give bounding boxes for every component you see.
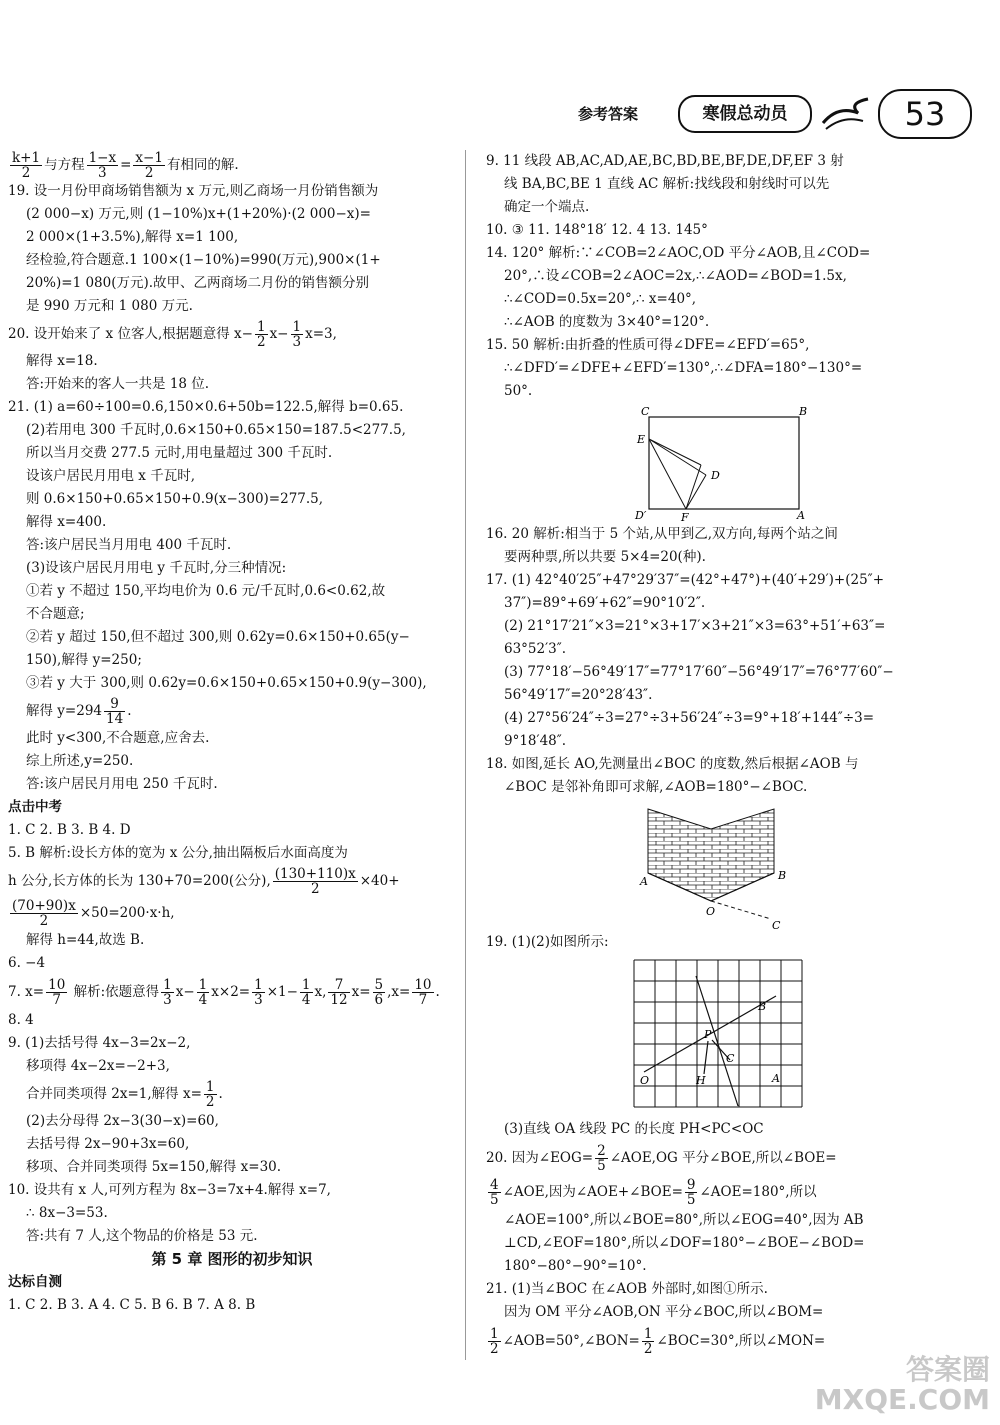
point-label: F	[681, 511, 689, 521]
point-label: A	[640, 875, 648, 888]
point-label: A	[772, 1072, 780, 1085]
section-heading: 达标自测	[8, 1274, 62, 1290]
swirl-logo-icon	[818, 95, 878, 135]
point-label: H	[696, 1074, 706, 1087]
answer-7: 7. x= $\frac{10}{7}$ 解析:依题意得 $\frac{1}{3}$ x− $\frac{1}{4}$ x×2= $\frac{1}{3}$ ×1− $\frac{1}{4}$ x, $\frac{7}{12}$ x= $\frac{5}{6}$ ,x= $\frac{10}{7}$ .	[8, 977, 440, 1008]
right-column: 9. 11 线段 AB,AC,AD,AE,BC,BD,BE,BF,DE,DF,EF 3 射 线 BA,BC,BE 1 直线 AC 解析:找线段和射线时可以先 确定一个端点. 10. ③ 11. 148°18′ 12. 4 13. 145° 14. 120° 解析:∵∠COB=2∠AOC,OD 平分∠AOB,且∠COD= 20°,∴设∠COB=2∠AOC=2x,∴∠AOD=∠BOD=1.5x, ∴∠COD=0.5x=20°,∴ x=40°, ∴∠AOB 的度数为 3×40°=120°. 15. 50 解析:由折叠的性质可得∠DFE=∠EFD′=65°, ∴∠DFD′=∠DFE+∠EFD′=130°,∴∠DFA=180°−130°= 50°. C B E D D′ F A 16. 20 解析:相当于 5 个站,从甲到乙,双方向,每两个站之间 要两种票,所以共要 5×4=20(种). 17. (1) 42°40′25″+47°29′37″=(42°+47°)+(40′+29′)+(25″+ 37″)=89°+69′+62″=90°10′2″. (2) 21°17′21″×3=21°×3+17′×3+21″×3=63°+51′+63″= 63°52′3″. (3) 77°18′−56°49′17″=77°17′60″−56°49′17″=76°77′60″− 56°49′17″=20°28′43″. (4) 27°56′24″÷3=27°÷3+56′24″÷3=9°+18′+144″÷3= 9°18′48″. 18. 如图,延长 AO,先测量出∠BOC 的度数,然后根据∠AOB 与 ∠BOC 是邻补角即可求解,∠AOB=180°−∠BOC. A B O C 19. (1)(2)如图所示: B P C O H A (3)直线 OA 线段 PC 的长度 PH<PC<OC 20. 因为∠EOG= $\frac{2}{5}$ ∠AOE,OG 平分∠BOE,所以∠BOE= $\frac{4}{5}$ ∠AOE,因为∠AOE+∠BOE= $\frac{9}{5}$ ∠AOE=180°,所以 ∠AOE=100°,所以∠BOE=80°,所以∠EOG=40°,因为 AB ⊥CD,∠EOF=180°,所以∠DOF=180°−∠BOE−∠BOD= 180°−80°−90°=10°. 21. (1)当∠BOC 在∠AOB 外部时,如图①所示. 因为 OM 平分∠AOB,ON 平分∠BOC,所以∠BOM= $\frac{1}{2}$ ∠AOB=50°,∠BON= $\frac{1}{2}$ ∠BOC=30°,所以∠MON=	[486, 153, 894, 1357]
header-title: 寒假总动员	[678, 95, 812, 133]
folding-rectangle-figure	[631, 405, 831, 521]
wall-angle-figure	[636, 801, 836, 929]
point-label: O	[640, 1074, 650, 1087]
point-label: B	[799, 405, 808, 418]
answer-21: 21. (1) a=60÷100=0.6,150×0.6+50b=122.5,解得 b=0.65. (2)若用电 300 千瓦时,0.6×150+0.65×150=187.5<277.5, 所以当月交费 277.5 元时,用电量超过 300 千瓦时. 设该户居民月用电 x 千瓦时, 则 0.6×150+0.65×150+0.9(x−300)=277.5, 解得 x=400. 答:该户居民当月用电 400 千瓦时. (3)设该户居民月用电 y 千瓦时,分三种情况: ①若 y 不超过 150,平均电价为 0.6 元/千瓦时,0.6<0.62,故 不合题意; ②若 y 超过 150,但不超过 300,则 0.62y=0.6×150+0.65(y− 150),解得 y=250; ③若 y 大于 300,则 0.62y=0.6×150+0.65×150+0.9(y−300), 解得 y=294 $\frac{9}{14}$ . 此时 y<300,不合题意,应舍去. 综上所述,y=250. 答:该户居民月用电 250 千瓦时.	[8, 399, 427, 792]
answer-20: 20. 设开始来了 x 位客人,根据题意得 x− $\frac{1}{2}$ x− $\frac{1}{3}$ x=3,	[8, 319, 337, 350]
section-heading: 点击中考	[8, 799, 62, 815]
answer-1-8: 1. C 2. B 3. A 4. C 5. B 6. B 7. A 8. B	[8, 1297, 256, 1313]
left-column: $\frac{k+1}{2}$ 与方程 $\frac{1-x}{3}$ = $\frac{x-1}{2}$ 有相同的解. 19. 设一月份甲商场销售额为 x 万元,则乙商场一月份销售额为 (2 000−x) 万元,则 (1−10%)x+(1+20%)·(2 000−x)= 2 000×(1+3.5%),解得 x=1 100, 经检验,符合题意.1 100×(1−10%)=990(万元),900×(1+ 20%)=1 080(万元).故甲、乙两商场二月份的销售额分别 是 990 万元和 1 080 万元. 20. 设开始来了 x 位客人,根据题意得 x− $\frac{1}{2}$ x− $\frac{1}{3}$ x=3, 解得 x=18. 答:开始来的客人一共是 18 位. 21. (1) a=60÷100=0.6,150×0.6+50b=122.5,解得 b=0.65. (2)若用电 300 千瓦时,0.6×150+0.65×150=187.5<277.5, 所以当月交费 277.5 元时,用电量超过 300 千瓦时. 设该户居民月用电 x 千瓦时, 则 0.6×150+0.65×150+0.9(x−300)=277.5, 解得 x=400. 答:该户居民当月用电 400 千瓦时. (3)设该户居民月用电 y 千瓦时,分三种情况: ①若 y 不超过 150,平均电价为 0.6 元/千瓦时,0.6<0.62,故 不合题意; ②若 y 超过 150,但不超过 300,则 0.62y=0.6×150+0.65(y− 150),解得 y=250; ③若 y 大于 300,则 0.62y=0.6×150+0.65×150+0.9(y−300), 解得 y=294 $\frac{9}{14}$ . 此时 y<300,不合题意,应舍去. 综上所述,y=250. 答:该户居民月用电 250 千瓦时. 点击中考 1. C 2. B 3. B 4. D 5. B 解析:设长方体的宽为 x 公分,抽出隔板后水面高度为 h 公分,长方体的长为 130+70=200(公分), $\frac{(130+110)x}{2}$ ×40+ $\frac{(70+90)x}{2}$ ×50=200·x·h, 解得 h=44,故选 B. 6. −4 7. x= $\frac{10}{7}$ 解析:依题意得 $\frac{1}{3}$ x− $\frac{1}{4}$ x×2= $\frac{1}{3}$ ×1− $\frac{1}{4}$ x, $\frac{7}{12}$ x= $\frac{5}{6}$ ,x= $\frac{10}{7}$ . 8. 4 9. (1)去括号得 4x−3=2x−2, 移项得 4x−2x=−2+3, 合并同类项得 2x=1,解得 x= $\frac{1}{2}$ . (2)去分母得 2x−3(30−x)=60, 去括号得 2x−90+3x=60, 移项、合并同类项得 5x=150,解得 x=30. 10. 设共有 x 人,可列方程为 8x−3=7x+4.解得 x=7, ∴ 8x−3=53. 答:共有 7 人,这个物品的价格是 53 元. 第 5 章 图形的初步知识 达标自测 1. C 2. B 3. A 4. C 5. B 6. B 7. A 8. B	[8, 150, 456, 1317]
fraction: $\frac{x-1}{2}$	[135, 150, 163, 180]
answer-19: 19. 设一月份甲商场销售额为 x 万元,则乙商场一月份销售额为 (2 000−x) 万元,则 (1−10%)x+(1+20%)·(2 000−x)= 2 000×(1+3.5%),解得 x=1 100, 经检验,符合题意.1 100×(1−10%)=990(万元),900×(1+ 20%)=1 080(万元).故甲、乙两商场二月份的销售额分别 是 990 万元和 1 080 万元.	[8, 183, 381, 314]
grid-figure	[626, 956, 811, 1116]
fraction: $\frac{k+1}{2}$	[12, 150, 41, 180]
fraction: $\frac{1-x}{3}$	[88, 150, 117, 180]
answer-1-4: 1. C 2. B 3. B 4. D	[8, 822, 131, 838]
point-label: A	[797, 509, 805, 521]
point-label: B	[778, 869, 787, 882]
page-header	[560, 95, 990, 135]
point-label: C	[772, 919, 781, 929]
point-label: B	[758, 1000, 767, 1013]
header-ref-label: 参考答案	[578, 105, 639, 123]
point-label: E	[637, 433, 646, 446]
watermark: 答案圈 MXQE.COM	[814, 1353, 990, 1416]
point-label: C	[726, 1052, 735, 1065]
column-divider	[465, 150, 466, 1360]
page-number: 53	[878, 89, 972, 139]
point-label: O	[706, 905, 716, 918]
point-label: C	[641, 405, 650, 418]
point-label: D′	[635, 509, 647, 521]
point-label: D	[711, 469, 720, 482]
point-label: P	[704, 1028, 712, 1041]
chapter-title: 第 5 章 图形的初步知识	[151, 1250, 313, 1268]
text-line: $\frac{k+1}{2}$ 与方程 $\frac{1-x}{3}$ = $\frac{x-1}{2}$ 有相同的解.	[12, 150, 239, 180]
